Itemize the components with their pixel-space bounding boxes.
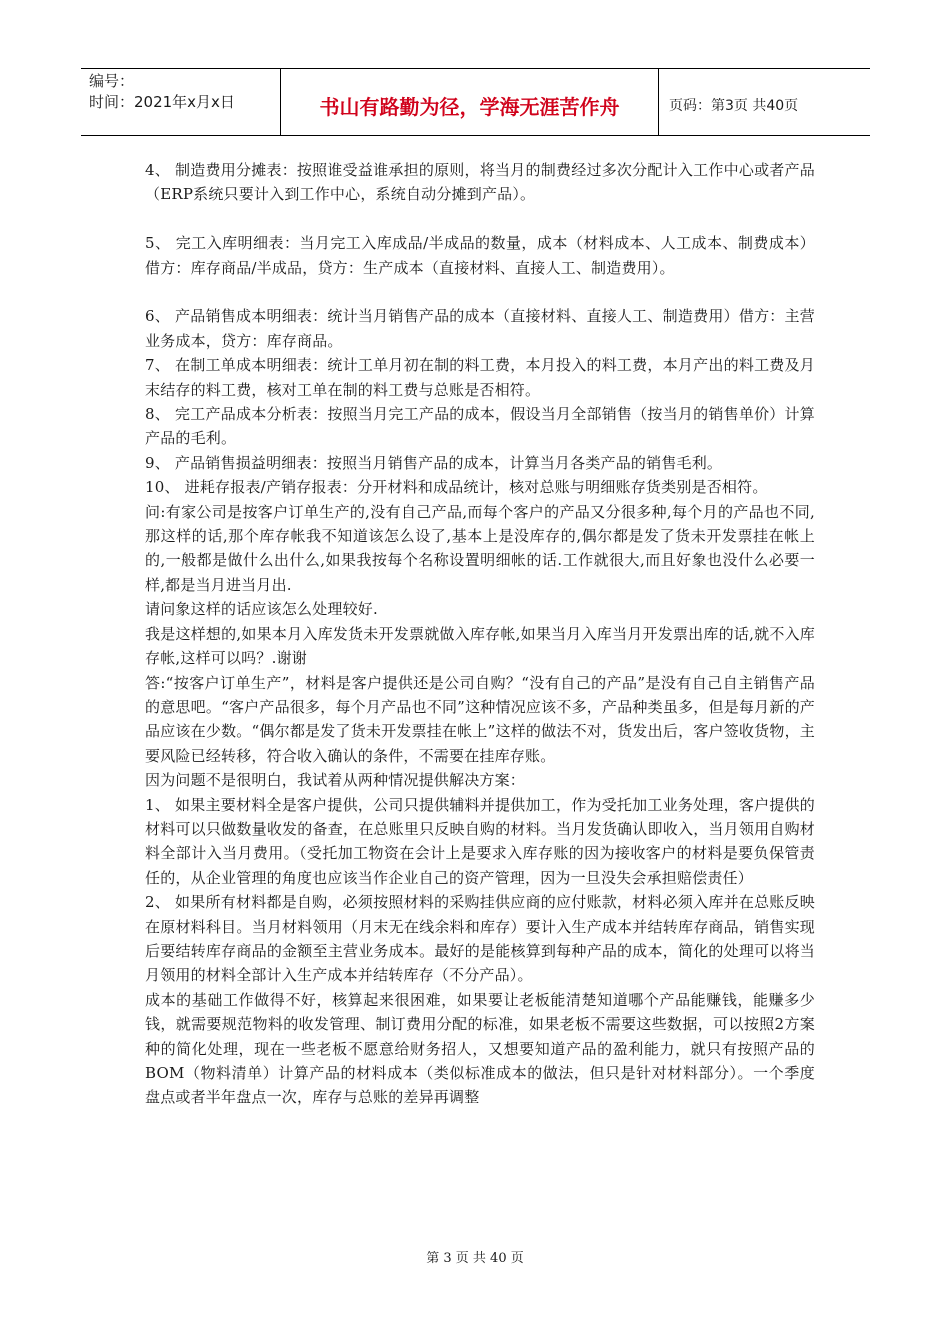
header-page-info: 页码：第3页 共40页 [669, 98, 799, 114]
conclusion-paragraph: 成本的基础工作做得不好，核算起来很困难，如果要让老板能清楚知道哪个产品能赚钱，能赚多少钱，就需要规范物料的收发管理、制订费用分配的标准，如果老板不需要这些数据，可以按照2方案种的简化处理，现在一些老板不愿意给财务招人，又想要知道产品的盈利能力，就只有按照产品的BOM（物料清单）计算产品的材料成本（类似标准成本的做法，但只是针对材料部分）。一个季度盘点或者半年盘点一次，库存与总账的差异再调整 [145, 990, 815, 1107]
paragraph-item-7: 7、 在制工单成本明细表：统计工单月初在制的料工费，本月投入的料工费，本月产出的料工费及月末结存的料工费，核对工单在制的料工费与总账是否相符。 [145, 356, 815, 399]
question-proposal: 我是这样想的,如果本月入库发货未开发票就做入库存帐,如果当月入库当月开发票出库的话,就不入库存帐,这样可以吗？.谢谢 [145, 624, 815, 668]
paragraph-item-9: 9、 产品销售损益明细表：按照当月销售产品的成本，计算当月各类产品的销售毛利。 [145, 453, 723, 472]
paragraph-item-8: 8、 完工产品成本分析表：按照当月完工产品的成本，假设当月全部销售（按当月的销售单价）计算产品的毛利。 [145, 405, 815, 448]
paragraph-item-4: 4、 制造费用分摊表：按照谁受益谁承担的原则，将当月的制费经过多次分配计入工作中心或者产品（ERP系统只要计入到工作中心，系统自动分摊到产品）。 [145, 161, 815, 204]
question-followup: 请问象这样的话应该怎么处理较好. [145, 600, 378, 619]
time-label: 时间：2021年x月x日 [89, 93, 235, 111]
question-paragraph: 问:有家公司是按客户订单生产的,没有自己产品,而每个客户的产品又分很多种,每个月的产品也不同,那这样的话,那个库存帐我不知道该怎么设了,基本上是没库存的,偶尔都是发了货未开发票挂在帐上的,一般都是做什么出什么,如果我按每个名称设置明细帐的话.工作就很大,而且好象也没什么必要一样,都是当月进当月出. [145, 502, 815, 594]
header-motto: 书山有路勤为径，学海无涯苦作舟 [281, 69, 659, 135]
paragraph-item-5: 5、 完工入库明细表：当月完工入库成品/半成品的数量，成本（材料成本、人工成本、制费成本） 借方：库存商品/半成品，贷方：生产成本（直接材料、直接人工、制造费用）。 [145, 234, 815, 277]
paragraph-item-6: 6、 产品销售成本明细表：统计当月销售产品的成本（直接材料、直接人工、制造费用）借方：主营业务成本，贷方：库存商品。 [145, 307, 815, 350]
paragraph-item-10: 10、 进耗存报表/产销存报表：分开材料和成品统计，核对总账与明细账存货类别是否相符。 [145, 478, 768, 497]
header-left-cell [81, 69, 281, 135]
page-header [81, 68, 870, 136]
answer-intro: 因为问题不是很明白，我试着从两种情况提供解决方案： [145, 771, 526, 790]
document-body [145, 158, 815, 1110]
number-label: 编号： [89, 72, 135, 90]
solution-2: 2、 如果所有材料都是自购，必须按照材料的采购挂供应商的应付账款，材料必须入库并在总账反映在原材料科目。当月材料领用（月末无在线余料和库存）要计入生产成本并结转库存商品，销售实现后要结转库存商品的金额至主营业务成本。最好的是能核算到每种产品的成本，简化的处理可以将当月领用的材料全部计入生产成本并结转库存（不分产品）。 [145, 893, 815, 985]
page-footer: 第 3 页 共 40 页 [426, 1251, 524, 1266]
answer-paragraph: 答:“按客户订单生产”，材料是客户提供还是公司自购？“没有自己的产品”是没有自己自主销售产品的意思吧。“客户产品很多，每个月产品也不同”这种情况应该不多，产品种类虽多，但是每月新的产品应该在少数。“偶尔都是发了货未开发票挂在帐上”这样的做法不对，货发出后，客户签收货物，主要风险已经转移，符合收入确认的条件，不需要在挂库存账。 [145, 673, 815, 765]
solution-1: 1、 如果主要材料全是客户提供，公司只提供辅料并提供加工，作为受托加工业务处理，客户提供的材料可以只做数量收发的备查，在总账里只反映自购的材料。当月发货确认即收入，当月领用自购材料全部计入当月费用。（受托加工物资在会计上是要求入库存账的因为接收客户的材料是要负保管责任的，从企业管理的角度也应该当作企业自己的资产管理，因为一旦没失会承担赔偿责任） [145, 795, 815, 887]
